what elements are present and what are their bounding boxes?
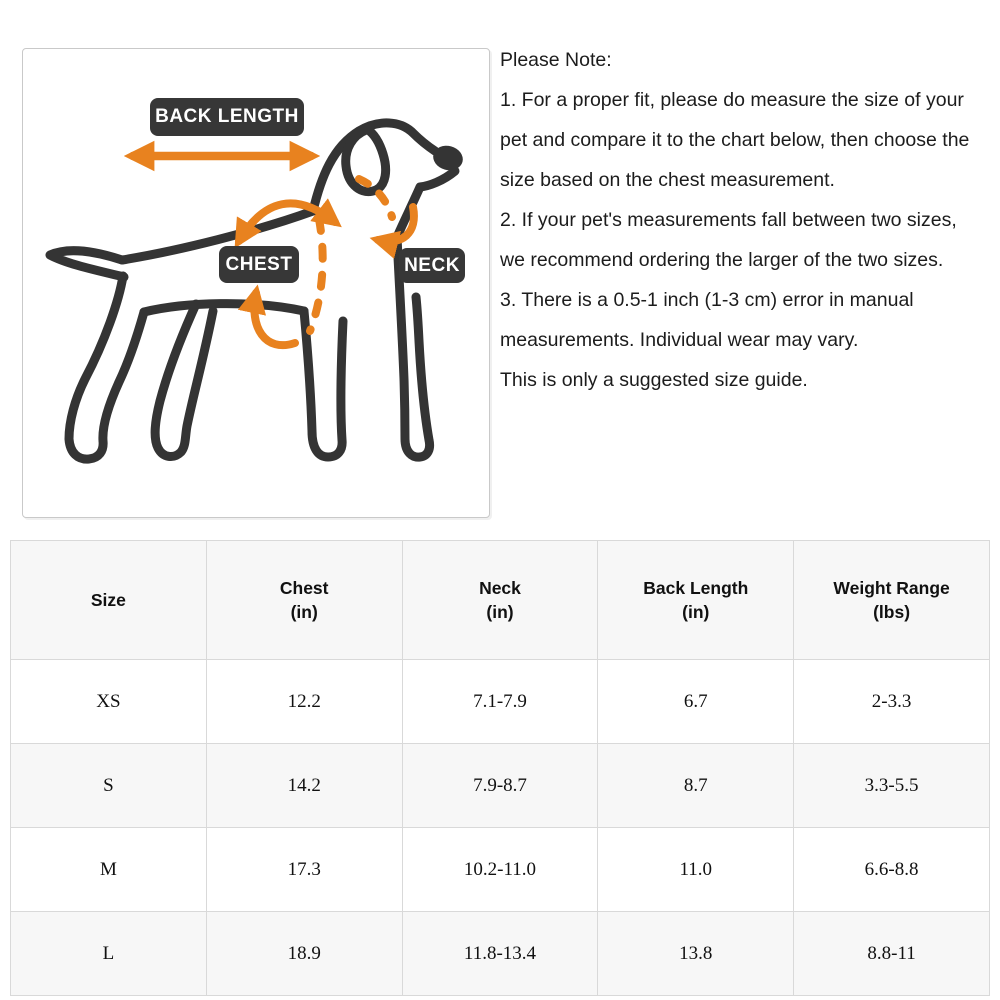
note-line: size based on the chest measurement. [500,169,835,191]
note-line: measurements. Individual wear may vary. [500,329,859,351]
chest-girth-dashed-line [310,219,323,331]
chest-cell: 18.9 [206,912,402,996]
size-row-l [11,912,990,996]
header-row [11,541,990,660]
dog-outline [50,123,455,459]
size-row-s [11,744,990,828]
weight-range-cell: 3.3-5.5 [794,744,990,828]
size-chart-table [10,540,990,996]
column-header-size: Size [11,541,207,660]
weight-range-cell: 2-3.3 [794,660,990,744]
chest-label: CHEST [219,246,299,283]
chest-cell: 14.2 [206,744,402,828]
weight-range-cell: 8.8-11 [794,912,990,996]
column-header-weight-range: Weight Range (lbs) [794,541,990,660]
size-cell: M [11,828,207,912]
note-line: pet and compare it to the chart below, then choose the [500,129,970,151]
back-length-cell: 13.8 [598,912,794,996]
note-line: This is only a suggested size guide. [500,369,808,391]
note-line: 3. There is a 0.5-1 inch (1-3 cm) error in manual [500,289,914,311]
chest-cell: 12.2 [206,660,402,744]
size-row-m [11,828,990,912]
neck-label: NECK [399,248,465,283]
size-cell: XS [11,660,207,744]
column-header-chest: Chest (in) [206,541,402,660]
column-header-neck: Neck (in) [402,541,598,660]
weight-range-cell: 6.6-8.8 [794,828,990,912]
back-length-cell: 6.7 [598,660,794,744]
note-line: we recommend ordering the larger of the two sizes. [500,249,944,271]
note-line: 1. For a proper fit, please do measure the size of your [500,89,964,111]
back-length-cell: 8.7 [598,744,794,828]
please-note-text [500,40,996,400]
neck-cell: 7.1-7.9 [402,660,598,744]
neck-cell: 10.2-11.0 [402,828,598,912]
note-line: 2. If your pet's measurements fall between two sizes, [500,209,957,231]
size-row-xs [11,660,990,744]
chest-cell: 17.3 [206,828,402,912]
note-line: Please Note: [500,49,612,71]
neck-cell: 7.9-8.7 [402,744,598,828]
dog-measurement-diagram [22,48,490,518]
back-length-label: BACK LENGTH [150,98,304,136]
column-header-back-length: Back Length (in) [598,541,794,660]
neck-cell: 11.8-13.4 [402,912,598,996]
size-cell: L [11,912,207,996]
back-length-cell: 11.0 [598,828,794,912]
size-cell: S [11,744,207,828]
